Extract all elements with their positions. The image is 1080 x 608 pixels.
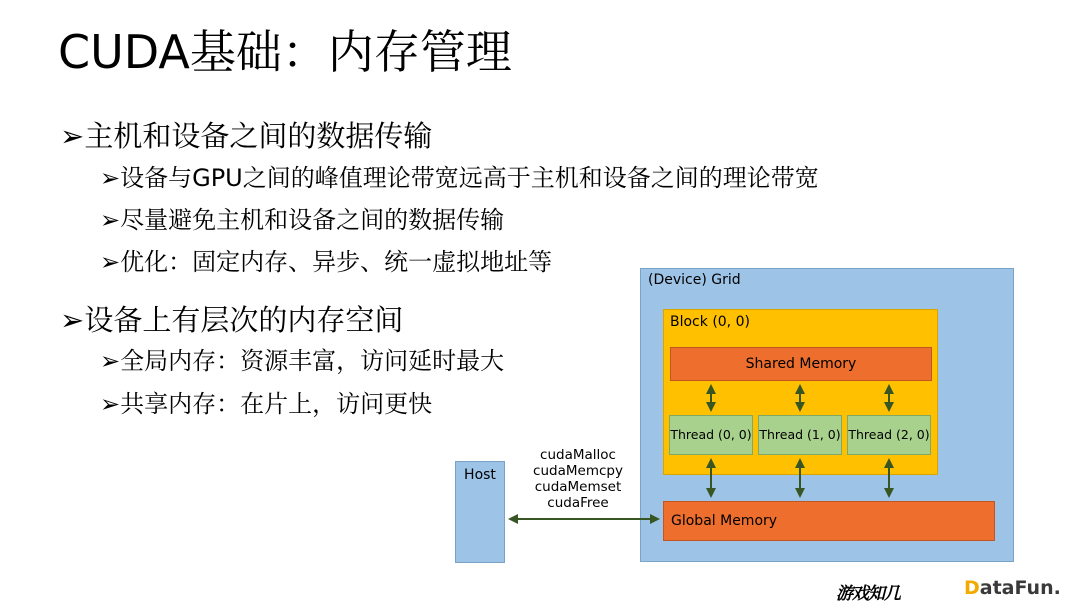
thread-1-box: Thread (1, 0): [758, 415, 842, 455]
api-call-free: cudaFree: [547, 495, 609, 511]
sub-bullet-1-3-text: 优化：固定内存、异步、统一虚拟地址等: [120, 248, 553, 276]
shared-memory-box: Shared Memory: [670, 347, 932, 381]
datafun-text: ataFun.: [979, 577, 1061, 599]
logo-datafun: [964, 577, 1061, 599]
api-call-memcpy: cudaMemcpy: [533, 463, 623, 479]
block-label: Block (0, 0): [670, 314, 750, 330]
bullet-1-text: 主机和设备之间的数据传输: [84, 119, 433, 153]
bullet-arrow-icon: ➢: [100, 390, 121, 418]
device-grid-label: (Device) Grid: [648, 272, 741, 288]
global-memory-box: Global Memory: [663, 501, 995, 541]
host-box: Host: [455, 461, 505, 563]
thread-2-box: Thread (2, 0): [847, 415, 931, 455]
bullet-arrow-icon: ➢: [60, 119, 85, 153]
api-call-malloc: cudaMalloc: [540, 447, 616, 463]
sub-bullet-1-2-text: 尽量避免主机和设备之间的数据传输: [120, 206, 505, 234]
sub-bullet-1-1-text: 设备与GPU之间的峰值理论带宽远高于主机和设备之间的理论带宽: [120, 164, 819, 192]
slide-title: CUDA基础：内存管理: [58, 25, 512, 79]
bullet-arrow-icon: ➢: [100, 347, 121, 375]
bullet-arrow-icon: ➢: [100, 248, 121, 276]
sub-bullet-2-2-text: 共享内存：在片上，访问更快: [120, 390, 433, 418]
bullet-2-text: 设备上有层次的内存空间: [84, 303, 404, 337]
api-call-memset: cudaMemset: [534, 479, 622, 495]
thread-0-box: Thread (0, 0): [669, 415, 753, 455]
bullet-arrow-icon: ➢: [60, 303, 85, 337]
bullet-arrow-icon: ➢: [100, 206, 121, 234]
datafun-mark-icon: D: [964, 577, 980, 599]
bullet-arrow-icon: ➢: [100, 164, 121, 192]
logo-youxizhiji: 游戏知几: [836, 584, 900, 604]
sub-bullet-2-1-text: 全局内存：资源丰富，访问延时最大: [120, 347, 505, 375]
